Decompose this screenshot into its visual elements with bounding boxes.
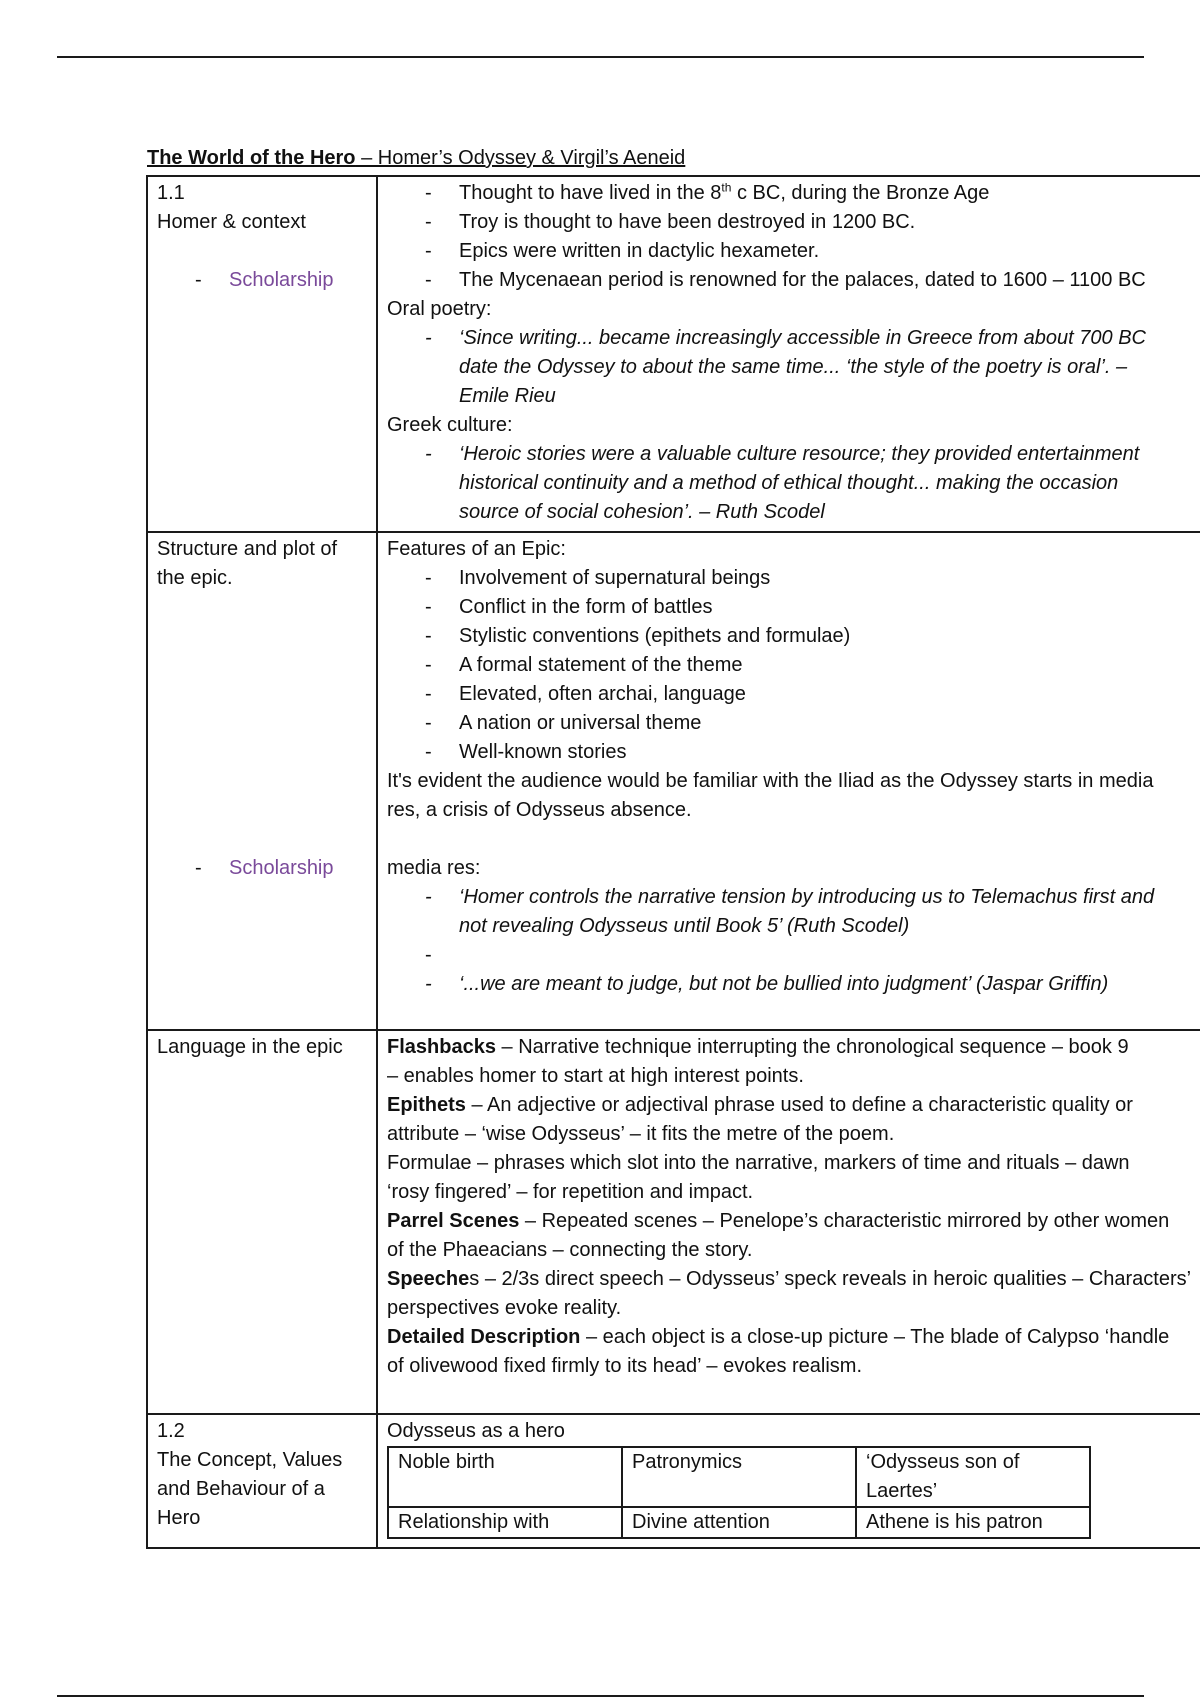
list-item: - Stylistic conventions (epithets and formulae): [387, 622, 1200, 651]
section-title: Homer & context: [157, 211, 306, 233]
table-row: [147, 532, 1200, 1030]
list-item: - Thought to have lived in the 8th c BC, during the Bronze Age: [387, 179, 1200, 208]
list-item: - The Mycenaean period is renowned for the palaces, dated to 1600 – 1100 BC: [387, 266, 1200, 295]
scholarship-label: - Scholarship: [157, 854, 367, 883]
list-item: - Troy is thought to have been destroyed in 1200 BC.: [387, 208, 1200, 237]
flashbacks-line-2: – enables homer to start at high interest points.: [387, 1065, 804, 1087]
table-cell: Divine attention: [622, 1507, 856, 1538]
list-item: - A nation or universal theme: [387, 709, 1200, 738]
oral-poetry-heading: Oral poetry:: [387, 298, 492, 320]
list-item: - Elevated, often archai, language: [387, 680, 1200, 709]
list-item: - Well-known stories: [387, 738, 1200, 767]
section-number: 1.1: [157, 182, 185, 204]
features-list: [387, 564, 1200, 767]
section-number: 1.2: [157, 1420, 185, 1442]
row-content-cell: [377, 532, 1200, 1030]
list-item: [387, 941, 1200, 970]
table-row: [388, 1447, 1090, 1507]
evident-text-1: It's evident the audience would be familiar with the Iliad as the Odyssey starts in media: [387, 770, 1154, 792]
parrel-line-2: of the Phaeacians – connecting the story.: [387, 1239, 753, 1261]
list-item: - ‘Heroic stories were a valuable culture resource; they provided entertainment historical continuity and a method of ethical thought... making the occasion source of social cohesion’. – Ruth Scodel: [387, 440, 1200, 527]
detailed-line-1: Detailed Description – each object is a close-up picture – The blade of Calypso ‘handle: [387, 1326, 1170, 1348]
hero-heading: Odysseus as a hero: [387, 1420, 565, 1442]
row-heading-cell: [147, 1414, 377, 1548]
flashbacks-line-1: Flashbacks – Narrative technique interrupting the chronological sequence – book 9: [387, 1036, 1129, 1058]
features-heading: Features of an Epic:: [387, 538, 566, 560]
table-cell: Noble birth: [388, 1447, 622, 1507]
section-title-line-1: Structure and plot of: [157, 538, 338, 560]
media-quotes: [387, 883, 1200, 999]
section-title: Language in the epic: [157, 1036, 343, 1058]
row-content-cell: [377, 1030, 1200, 1414]
row-heading-cell: [147, 1030, 377, 1414]
list-item: - Involvement of supernatural beings: [387, 564, 1200, 593]
media-res-heading: media res:: [387, 857, 481, 879]
table-row: [147, 1030, 1200, 1414]
context-bullets: [387, 179, 1200, 295]
section-title-line-2: the epic.: [157, 567, 233, 589]
speeches-line-2: perspectives evoke reality.: [387, 1297, 622, 1319]
list-item: - Conflict in the form of battles: [387, 593, 1200, 622]
header-rule: [57, 56, 1144, 58]
table-row: [147, 1414, 1200, 1548]
evident-text-2: res, a crisis of Odysseus absence.: [387, 799, 692, 821]
list-item: - Epics were written in dactylic hexameter.: [387, 237, 1200, 266]
row-heading-cell: [147, 532, 377, 1030]
scholarship-label: - Scholarship: [157, 266, 367, 295]
title-bold: The World of the Hero: [147, 147, 356, 169]
formulae-line-1: Formulae – phrases which slot into the narrative, markers of time and rituals – dawn: [387, 1152, 1130, 1174]
table-cell: Patronymics: [622, 1447, 856, 1507]
greek-culture-heading: Greek culture:: [387, 414, 513, 436]
list-item: - A formal statement of the theme: [387, 651, 1200, 680]
hero-qualities-table: [387, 1446, 1091, 1539]
footer-rule: [57, 1695, 1144, 1697]
list-item: - ‘...we are meant to judge, but not be bullied into judgment’ (Jaspar Griffin): [387, 970, 1200, 999]
epithets-line-2: attribute – ‘wise Odysseus’ – it fits the metre of the poem.: [387, 1123, 895, 1145]
list-item: - ‘Since writing... became increasingly accessible in Greece from about 700 BC date the Odyssey to about the same time... ‘the style of the poetry is oral’. – Emile Rieu: [387, 324, 1200, 411]
table-cell: Athene is his patron: [856, 1507, 1090, 1538]
section-title-line-1: The Concept, Values: [157, 1449, 343, 1471]
section-title-line-3: Hero: [157, 1507, 201, 1529]
speeches-line-1: Speeches – 2/3s direct speech – Odysseus’ speck reveals in heroic qualities – Characters’: [387, 1268, 1192, 1290]
table-row: [388, 1507, 1090, 1538]
notes-table: [146, 175, 1200, 1549]
epithets-line-1: Epithets – An adjective or adjectival phrase used to define a characteristic quality or: [387, 1094, 1133, 1116]
table-cell: Relationship with: [388, 1507, 622, 1538]
section-title-line-2: and Behaviour of a: [157, 1478, 325, 1500]
oral-quote: [387, 324, 1200, 411]
row-content-cell: [377, 1414, 1200, 1548]
table-row: [147, 176, 1200, 532]
row-content-cell: [377, 176, 1200, 532]
list-item: - ‘Homer controls the narrative tension by introducing us to Telemachus first and not revealing Odysseus until Book 5’ (Ruth Scodel): [387, 883, 1200, 941]
title-rest: – Homer’s Odyssey & Virgil’s Aeneid: [355, 147, 686, 169]
document-title: [147, 147, 685, 170]
parrel-line-1: Parrel Scenes – Repeated scenes – Penelope’s characteristic mirrored by other women: [387, 1210, 1170, 1232]
table-cell: ‘Odysseus son of Laertes’: [856, 1447, 1090, 1507]
greek-quote: [387, 440, 1200, 527]
detailed-line-2: of olivewood fixed firmly to its head’ – evokes realism.: [387, 1355, 863, 1377]
row-heading-cell: [147, 176, 377, 532]
formulae-line-2: ‘rosy fingered’ – for repetition and impact.: [387, 1181, 754, 1203]
